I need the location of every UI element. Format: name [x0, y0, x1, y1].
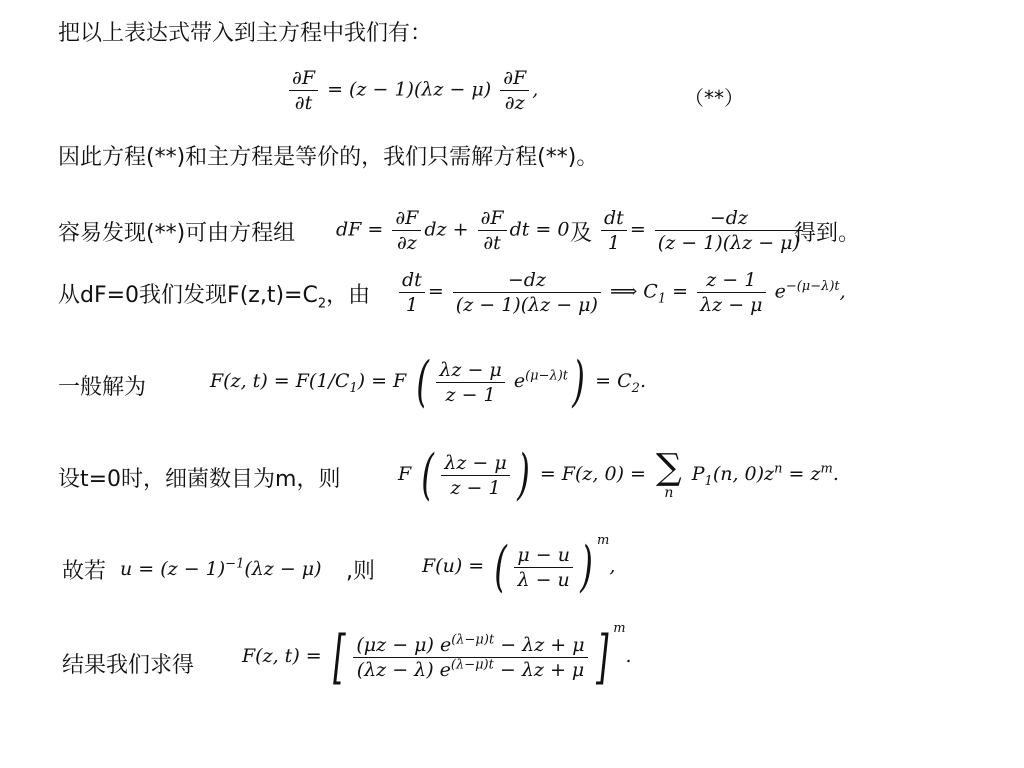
- frac-den: ∂z: [504, 92, 525, 114]
- eq-part: dz +: [424, 218, 469, 241]
- frac-den: 1: [405, 294, 418, 316]
- frac-num: dt: [601, 206, 627, 231]
- equation-fu: [422, 533, 616, 598]
- eq-sup: −1: [225, 556, 245, 572]
- eq-part: ,: [839, 280, 846, 303]
- equation-main: [286, 66, 538, 115]
- eq-mid: = (z − 1)(λz − μ): [327, 78, 492, 101]
- equation-ode: [598, 206, 806, 255]
- equation-integral: [396, 268, 846, 317]
- equation-tag: （**）: [684, 86, 744, 110]
- equation-substitution: [120, 558, 322, 580]
- eq-sup: m: [613, 621, 626, 636]
- eq-sup: (μ−λ)t: [525, 368, 569, 384]
- frac-den: ∂t: [483, 232, 501, 254]
- frac-num: ∂F: [289, 66, 318, 91]
- frac-num: dt: [399, 268, 425, 293]
- eq-sup: m: [597, 533, 610, 548]
- sum-symbol: [656, 447, 682, 501]
- frac-num: λz − μ: [436, 358, 504, 383]
- eq-part: e: [774, 280, 786, 303]
- eq-sup: (λ−μ)t: [451, 632, 495, 648]
- left-bracket: [: [332, 623, 346, 691]
- substitution-text-a: 故若: [62, 559, 107, 584]
- eq-part: − λz + μ: [494, 633, 585, 656]
- eq-part: F(z, t) = F(1/C: [210, 370, 350, 392]
- frac-num: ∂F: [392, 206, 421, 231]
- left-paren: (: [421, 443, 435, 506]
- eq-part: ,: [609, 555, 616, 577]
- eq-part: F(z, t) =: [242, 645, 322, 667]
- right-bracket: ]: [595, 623, 609, 691]
- right-paren: ): [572, 350, 585, 413]
- eq-part: .: [625, 645, 632, 667]
- eq-part: F(u) =: [422, 555, 485, 577]
- equivalence-text: 因此方程(**)和主方程是等价的，我们只需解方程(**)。: [58, 145, 599, 170]
- eq-tail: ,: [532, 78, 539, 101]
- eq-part: ⟹ C: [609, 280, 658, 303]
- substitution-text-b: ,则: [346, 559, 375, 584]
- integral-text-sub: 2: [317, 296, 327, 312]
- frac-num: −dz: [453, 268, 601, 293]
- eq-part: − λz + μ: [493, 658, 585, 681]
- left-paren: (: [416, 350, 430, 413]
- eq-part: = z: [788, 463, 821, 485]
- right-paren: ): [580, 535, 593, 598]
- frac-den: λz − μ: [700, 294, 763, 316]
- frac-num: −dz: [655, 206, 803, 231]
- frac-den: z − 1: [445, 383, 496, 406]
- eq-part: =: [629, 218, 646, 241]
- eq-sub: 1: [349, 380, 358, 396]
- eq-sup: −(μ−λ)t: [785, 279, 840, 295]
- integral-text-b: ，由: [326, 283, 371, 308]
- eq-part: .: [832, 463, 839, 485]
- eq-part: F: [398, 463, 412, 485]
- eq-part: u = (z − 1): [120, 558, 226, 580]
- initial-condition-text: 设t=0时，细菌数目为m，则: [58, 467, 341, 492]
- frac-den: ∂z: [396, 232, 417, 254]
- eq-sub: 1: [657, 291, 667, 307]
- right-paren: ): [516, 443, 530, 506]
- eq-part: e: [513, 370, 526, 392]
- frac-den: (z − 1)(λz − μ): [657, 232, 800, 254]
- system-text-c: 得到。: [794, 221, 861, 246]
- system-text-b: 及: [570, 221, 593, 246]
- frac-num: μ − u: [514, 543, 573, 568]
- frac-den: 1: [607, 232, 620, 254]
- frac-den: z − 1: [450, 476, 501, 499]
- frac-den: ∂t: [294, 92, 313, 114]
- eq-part: (μz − μ) e: [356, 633, 452, 656]
- equation-system: [336, 206, 569, 255]
- left-paren: (: [494, 535, 508, 598]
- equation-initial: [398, 443, 839, 506]
- sigma: ∑: [656, 447, 682, 488]
- eq-sup: m: [820, 461, 833, 477]
- frac-num: ∂F: [500, 66, 529, 91]
- frac-den: λ − u: [517, 568, 570, 591]
- general-solution-text: 一般解为: [58, 375, 147, 400]
- system-text-a: 容易发现(**)可由方程组: [58, 221, 296, 246]
- eq-part: dF =: [336, 218, 384, 241]
- eq-part: .: [639, 370, 646, 392]
- intro-text: 把以上表达式带入到主方程中我们有：: [58, 21, 433, 46]
- eq-part: = C: [595, 370, 632, 392]
- frac-num: ∂F: [478, 206, 507, 231]
- eq-part: P: [691, 463, 705, 485]
- frac-num: [353, 633, 587, 658]
- eq-sub: 2: [631, 380, 640, 396]
- equation-result: [242, 621, 632, 691]
- result-text: 结果我们求得: [62, 653, 195, 678]
- eq-part: =: [427, 280, 444, 303]
- integral-text: [58, 282, 370, 310]
- eq-part: =: [672, 280, 689, 303]
- eq-sup: (λ−μ)t: [450, 657, 494, 673]
- frac-num: z − 1: [697, 268, 765, 293]
- eq-part: ) = F: [357, 370, 407, 392]
- eq-part: dt = 0: [509, 218, 570, 241]
- eq-part: = F(z, 0) =: [539, 463, 646, 485]
- frac-den: (z − 1)(λz − μ): [455, 294, 598, 316]
- eq-part: (λz − λ) e: [356, 658, 451, 681]
- frac-num: λz − μ: [441, 451, 509, 476]
- eq-part: (n, 0)z: [712, 463, 775, 485]
- sum-index: n: [664, 485, 674, 501]
- eq-sup: n: [774, 461, 783, 477]
- eq-sub: 1: [704, 473, 713, 489]
- frac-den: [353, 658, 587, 682]
- integral-text-a: 从dF=0我们发现F(z,t)=C: [58, 283, 318, 308]
- equation-general: [210, 350, 646, 413]
- eq-part: (λz − μ): [244, 558, 322, 580]
